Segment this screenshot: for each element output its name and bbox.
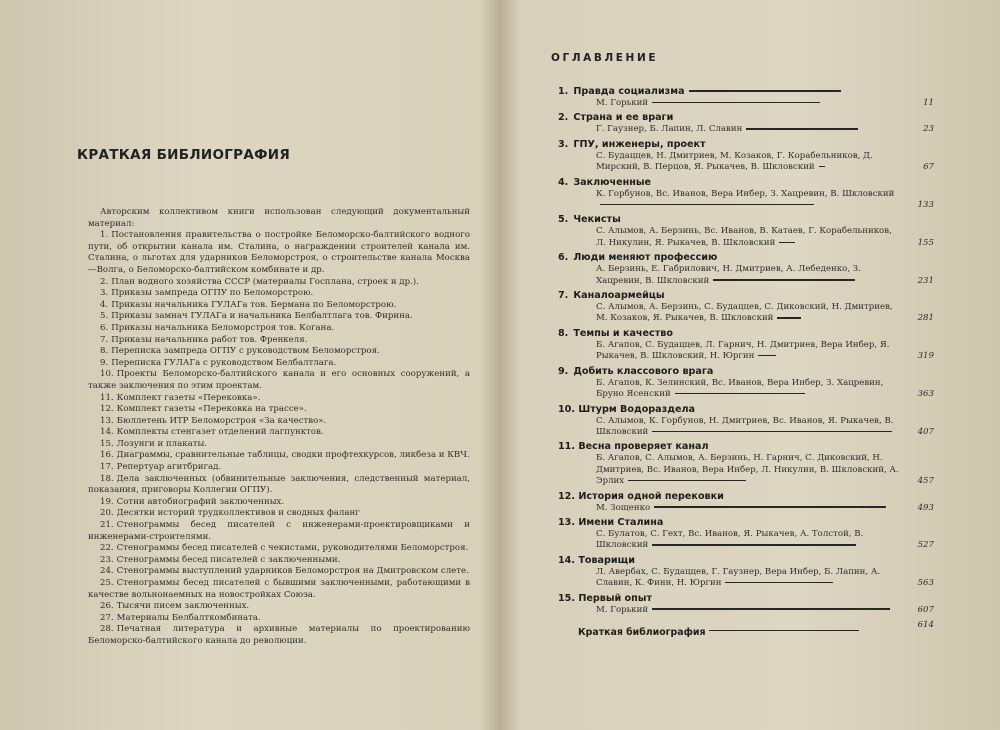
toc-entry[interactable] — [558, 593, 934, 616]
bibliography-item-text: Приказы начальника Беломорстроя тов. Когана. — [111, 322, 335, 333]
bibliography-item-number: 7. — [100, 334, 109, 345]
toc-entry-authors — [558, 378, 934, 401]
toc-authors-text: М. Горький — [596, 98, 649, 108]
toc-entry-title: Штурм Водораздела — [578, 403, 695, 415]
bibliography-item-number: 18. — [100, 473, 114, 484]
toc-page-number: 23 — [923, 124, 934, 135]
bibliography-item-number: 14. — [100, 427, 114, 438]
bibliography-item-text: Дела заключенных (обвинительные заключения, следственный материал, показания, приговоры Коллегии ОГПУ). — [88, 473, 470, 496]
toc-entry-number: 6. — [558, 252, 569, 264]
bibliography-item-text: Комплекты стенгазет отделений лагпунктов. — [116, 427, 324, 438]
toc-entry-number: 8. — [558, 327, 569, 339]
toc-entry-heading — [558, 491, 934, 503]
toc-page-number: 563 — [917, 578, 934, 589]
toc-entry-heading — [558, 593, 934, 605]
toc-leader-line — [725, 582, 833, 583]
toc-entry-authors — [558, 529, 934, 552]
bibliography-item — [88, 369, 470, 392]
toc-entry-heading — [558, 139, 934, 151]
toc-leader-line — [652, 102, 820, 103]
toc-entry-title: Темпы и качество — [573, 327, 673, 339]
bibliography-item-text: Десятки историй трудколлективов и сводных фаланг — [116, 508, 360, 519]
toc-entry-authors — [558, 98, 934, 109]
toc-entry-title: Первый опыт — [578, 592, 653, 604]
toc-authors-text: Г. Гаузнер, Б. Лапин, Л. Славин — [596, 124, 743, 135]
toc-page-number: 319 — [917, 351, 934, 362]
toc-entry-authors — [558, 226, 934, 249]
toc-leader-line — [746, 128, 858, 129]
bibliography-item-text: Бюллетень ИТР Беломорстроя «За качество». — [116, 415, 327, 426]
bibliography-item — [88, 601, 470, 613]
bibliography-item — [88, 346, 470, 358]
toc-authors-text: С. Булатов, С. Гехт, Вс. Иванов, Я. Рыкачев, А. Толстой, В. Шкловский — [596, 528, 864, 551]
toc-authors-text: М. Зощенко — [596, 502, 651, 513]
toc-authors-text: С. Алымов, К. Горбунов, Н. Дмитриев, Вс. Иванов, Я. Рыкачев, В. Шкловский — [596, 415, 894, 437]
toc-authors-text: С. Алымов, А. Берзинь, Вс. Иванов, В. Катаев, Г. Корабельников, Л. Никулин, Я. Рыкачев, В. Шкловский — [596, 226, 892, 248]
bibliography-list — [88, 230, 470, 647]
toc-page-number: 527 — [917, 540, 934, 551]
toc-leader-line — [819, 166, 825, 167]
bibliography-item — [88, 404, 470, 416]
bibliography-item — [88, 462, 470, 474]
toc-entry-title: Люди меняют профессию — [573, 252, 718, 264]
bibliography-body — [88, 207, 470, 648]
toc-entry-authors — [558, 302, 934, 325]
bibliography-item — [88, 439, 470, 451]
toc-entry-number: 3. — [558, 138, 569, 150]
toc-entry-heading — [558, 252, 934, 264]
bibliography-item-number: 23. — [100, 554, 114, 565]
toc-leader-line — [758, 355, 776, 356]
bibliography-item — [88, 277, 470, 289]
toc-entry-number: 14. — [558, 554, 575, 566]
bibliography-item-number: 12. — [100, 404, 114, 415]
bibliography-item — [88, 450, 470, 462]
toc-entry-number: 9. — [558, 365, 569, 377]
toc-entry-heading — [558, 328, 934, 340]
toc-entry-title: Страна и ее враги — [573, 112, 674, 124]
toc-entry-title: История одной перековки — [578, 490, 724, 502]
toc-entry-authors — [558, 605, 934, 616]
toc-entry[interactable] — [558, 491, 934, 514]
bibliography-item-number: 1. — [100, 230, 109, 241]
bibliography-item-text: Постановления правительства о постройке Беломорско-балтийского водного пути, об открытии канала им. Сталина, о награждении строителей канала им. Сталина, о льготах для ударников Беломорстроя, о строительстве канала Москва—Волга, о Беломорско-балтийском комбинате и др. — [88, 230, 470, 275]
toc-entry-number: 5. — [558, 214, 569, 226]
toc-entry[interactable] — [558, 214, 934, 249]
bibliography-item — [88, 624, 470, 647]
bibliography-item-text: Приказы начальника работ тов. Френкеля. — [111, 334, 308, 345]
bibliography-item — [88, 508, 470, 520]
toc-entry-heading — [558, 404, 934, 416]
bibliography-item-number: 15. — [100, 438, 114, 449]
toc-entry-title: Каналоармейцы — [573, 290, 665, 302]
toc-entry-bibliography[interactable] — [558, 619, 934, 638]
bibliography-item-text: Проекты Беломорско-балтийского канала и его основных сооружений, а также заключения по этим проектам. — [88, 369, 470, 391]
bibliography-item — [88, 230, 470, 276]
toc-entry-title: Весна проверяет канал — [578, 441, 709, 453]
bibliography-item-number: 25. — [100, 578, 114, 588]
toc-entry-title: Товарищи — [578, 554, 635, 566]
toc-entry[interactable] — [558, 112, 934, 135]
table-of-contents — [558, 86, 934, 638]
bibliography-item-number: 10. — [100, 369, 114, 380]
bibliography-item-text: Тысячи писем заключенных. — [116, 601, 250, 612]
toc-entry-title: Чекисты — [573, 214, 621, 226]
toc-entry-authors — [558, 264, 934, 287]
toc-entry[interactable] — [558, 517, 934, 552]
bibliography-item-text: Приказы зампреда ОГПУ по Беломорстрою. — [111, 288, 314, 299]
bibliography-item-number: 19. — [100, 496, 114, 507]
toc-entry-title: Правда социализма — [573, 86, 685, 97]
toc-entry-authors — [558, 151, 934, 174]
toc-entry[interactable] — [558, 555, 934, 590]
bibliography-item — [88, 543, 470, 555]
toc-entry-number: 4. — [558, 176, 569, 188]
bibliography-item — [88, 323, 470, 335]
bibliography-item-text: Репертуар агитбригад. — [116, 462, 222, 473]
bibliography-item — [88, 416, 470, 428]
bibliography-item-text: Стенограммы бесед писателей с бывшими заключенными, работающими в качестве вольнонаемных на новостройках Союза. — [88, 578, 470, 600]
toc-entry-heading — [558, 555, 934, 567]
toc-entry-heading — [558, 366, 934, 378]
toc-entry-number: 10. — [558, 403, 575, 415]
toc-page-number: 493 — [917, 502, 934, 513]
bibliography-item-number: 9. — [100, 357, 109, 368]
bibliography-item-number: 16. — [100, 450, 114, 461]
toc-leader-line — [652, 431, 892, 432]
toc-page-number: 67 — [923, 162, 934, 173]
bibliography-item-number: 28. — [100, 624, 114, 635]
toc-authors-text: М. Горький — [596, 604, 649, 615]
bibliography-item — [88, 311, 470, 323]
toc-page-number: 457 — [917, 476, 934, 487]
bibliography-item-text: Стенограммы бесед писателей с заключенными. — [116, 554, 341, 565]
bibliography-item-number: 20. — [100, 508, 114, 519]
bibliography-item-number: 17. — [100, 462, 114, 473]
bibliography-item — [88, 288, 470, 300]
bibliography-title: КРАТКАЯ БИБЛИОГРАФИЯ — [77, 147, 291, 163]
toc-heading-rule — [689, 90, 841, 91]
toc-entry-authors — [558, 453, 934, 487]
bibliography-item-text: Печатная литература и архивные материалы по проектированию Беломорско-балтийского канала до революции. — [88, 624, 470, 646]
toc-entry[interactable] — [558, 404, 934, 439]
bibliography-item — [88, 300, 470, 312]
toc-bibliography-title: Краткая библиография — [578, 626, 706, 638]
bibliography-item-text: Переписка зампреда ОГПУ с руководством Беломорстроя. — [111, 346, 380, 357]
bibliography-item — [88, 358, 470, 370]
toc-entry-authors — [558, 340, 934, 363]
bibliography-item — [88, 427, 470, 439]
toc-authors-text: С. Алымов, А. Берзинь, С. Будаццев, С. Диковский, Н. Дмитриев, М. Козаков, Я. Рыкачев, В. Шкловский — [596, 302, 893, 324]
bibliography-item-text: Приказы начальника ГУЛАГа тов. Бермана по Беломорстрою. — [111, 299, 397, 310]
toc-entry[interactable] — [558, 139, 934, 174]
toc-entry-title: Добить классового врага — [573, 365, 714, 377]
toc-leader-line — [652, 608, 890, 609]
bibliography-item-number: 13. — [100, 415, 114, 426]
toc-page-number: 231 — [917, 275, 934, 286]
toc-authors-text: Б. Агапов, К. Зелинский, Вс. Иванов, Вера Инбер, З. Хацревин, Бруно Ясенский — [596, 377, 884, 400]
toc-page-number: 407 — [917, 426, 934, 437]
toc-page-number: 363 — [917, 389, 934, 400]
toc-page-number: 281 — [917, 313, 934, 324]
bibliography-item-text: Диаграммы, сравнительные таблицы, сводки профтехкурсов, ликбеза и КВЧ. — [116, 450, 470, 461]
toc-authors-text: Б. Агапов, С. Будаццев, Л. Гарнич, Н. Дмитриев, Вера Инбер, Я. Рыкачев, В. Шкловский, Н. Юргин — [596, 339, 890, 362]
toc-entry-number: 11. — [558, 441, 575, 453]
toc-authors-text: Л. Авербах, С. Будаццев, Г. Гаузнер, Вера Инбер, Б. Лапин, А. Славин, К. Финн, Н. Юргин — [596, 566, 881, 589]
toc-entry-heading — [558, 112, 934, 124]
bibliography-item — [88, 566, 470, 578]
toc-entry-title: Имени Сталина — [578, 516, 664, 528]
toc-page-number: 607 — [917, 604, 934, 615]
bibliography-item — [88, 393, 470, 405]
toc-entry-authors — [558, 567, 934, 590]
toc-entry-heading — [558, 290, 934, 302]
toc-entry[interactable] — [558, 328, 934, 363]
toc-entry[interactable] — [558, 290, 934, 325]
bibliography-item-text: Переписка ГУЛАГа с руководством Белбалтлага. — [111, 357, 337, 368]
toc-leader-line — [654, 506, 886, 507]
bibliography-item-number: 3. — [100, 288, 109, 299]
toc-entry[interactable] — [558, 252, 934, 287]
bibliography-item — [88, 474, 470, 497]
toc-entry-number: 1. — [558, 86, 569, 97]
toc-entry[interactable] — [558, 177, 934, 212]
bibliography-item-number: 22. — [100, 543, 114, 554]
bibliography-item-text: Стенограммы выступлений ударников Беломорстроя на Дмитровском слете. — [116, 566, 469, 577]
bibliography-item — [88, 578, 470, 601]
toc-entry[interactable] — [558, 366, 934, 401]
bibliography-item — [88, 335, 470, 347]
toc-entry-number: 15. — [558, 592, 575, 604]
bibliography-item-number: 21. — [100, 520, 114, 531]
toc-leader-line — [713, 279, 855, 280]
bibliography-item-text: Стенограммы бесед писателей с инженерами-проектировщиками и инженерами-строителями. — [88, 520, 470, 542]
toc-entry-authors — [558, 416, 934, 439]
toc-leader-line — [600, 204, 814, 205]
toc-entry-authors — [558, 189, 934, 212]
bibliography-item-number: 24. — [100, 566, 114, 577]
bibliography-item-text: Материалы Белбалткомбината. — [116, 612, 261, 623]
toc-entry-heading — [558, 86, 934, 98]
bibliography-item-text: Лозунги и плакаты. — [116, 438, 208, 449]
toc-authors-text: К. Горбунов, Вс. Иванов, Вера Инбер, З. Хацревин, В. Шкловский — [596, 188, 895, 199]
bibliography-item-number: 27. — [100, 612, 114, 623]
toc-authors-text: Б. Агапов, С. Алымов, А. Берзинь, Н. Гарнич, С. Диковский, Н. Дмитриев, Вс. Иванов, Вера Инбер, Л. Никулин, В. Шкловский, А. Эрлих — [596, 453, 899, 487]
bibliography-item-text: План водного хозяйства СССР (материалы Госплана, строек и др.). — [111, 276, 419, 287]
bibliography-item — [88, 555, 470, 567]
toc-page-number: 155 — [917, 237, 934, 248]
toc-page-number: 11 — [923, 98, 934, 108]
toc-authors-text: А. Берзинь, Е. Габрилович, Н. Дмитриев, А. Лебеденко, З. Хацревин, В. Шкловский — [596, 264, 861, 286]
toc-entry-number: 2. — [558, 112, 569, 124]
toc-entry-heading — [558, 441, 934, 453]
bibliography-item-text: Приказы замнач ГУЛАГа и начальника Белбалтлага тов. Фирина. — [111, 311, 413, 322]
bibliography-intro: Авторским коллективом книги использован следующий документальный материал: — [88, 207, 470, 229]
toc-entry-title: ГПУ, инженеры, проект — [573, 138, 706, 150]
bibliography-item-number: 4. — [100, 299, 109, 310]
bibliography-item-number: 5. — [100, 311, 109, 322]
toc-page-number: 133 — [917, 200, 934, 211]
toc-entry-heading — [558, 214, 934, 226]
toc-entry-authors — [558, 503, 934, 514]
bibliography-item-number: 11. — [100, 392, 114, 403]
toc-entry-authors — [558, 124, 934, 135]
bibliography-item-text: Стенограммы бесед писателей с чекистами, руководителями Беломорстроя. — [116, 543, 469, 554]
toc-entry[interactable] — [558, 86, 934, 109]
toc-entry-number: 12. — [558, 490, 575, 502]
toc-page-number: 614 — [917, 619, 934, 630]
right-page — [502, 0, 1000, 730]
bibliography-item-number: 8. — [100, 346, 109, 357]
toc-heading-rule — [709, 630, 859, 631]
bibliography-item — [88, 613, 470, 625]
bibliography-item — [88, 520, 470, 543]
toc-leader-line — [779, 242, 795, 243]
toc-entry-heading — [558, 177, 934, 189]
bibliography-item-number: 2. — [100, 276, 109, 287]
toc-leader-line — [628, 480, 746, 481]
toc-entry-number: 13. — [558, 516, 575, 528]
bibliography-item — [88, 497, 470, 509]
toc-entry[interactable] — [558, 441, 934, 487]
toc-leader-line — [652, 544, 856, 545]
toc-authors-text: С. Будаццев, Н. Дмитриев, М. Козаков, Г. Корабельников, Д. Мирский, В. Перцов, Я. Рыкачев, В. Шкловский — [596, 150, 873, 173]
toc-entry-heading — [558, 517, 934, 529]
toc-leader-line — [777, 317, 801, 318]
bibliography-item-text: Комплект газеты «Перековка на трассе». — [116, 404, 307, 415]
toc-title: ОГЛАВЛЕНИЕ — [551, 52, 659, 64]
bibliography-item-text: Сотни автобиографий заключенных. — [116, 496, 285, 507]
bibliography-item-text: Комплект газеты «Перековка». — [116, 392, 261, 403]
bibliography-item-number: 6. — [100, 322, 109, 333]
toc-entry-title: Заключенные — [573, 176, 652, 188]
toc-entry-number: 7. — [558, 290, 569, 302]
toc-leader-line — [675, 393, 805, 394]
bibliography-item-number: 26. — [100, 601, 114, 612]
